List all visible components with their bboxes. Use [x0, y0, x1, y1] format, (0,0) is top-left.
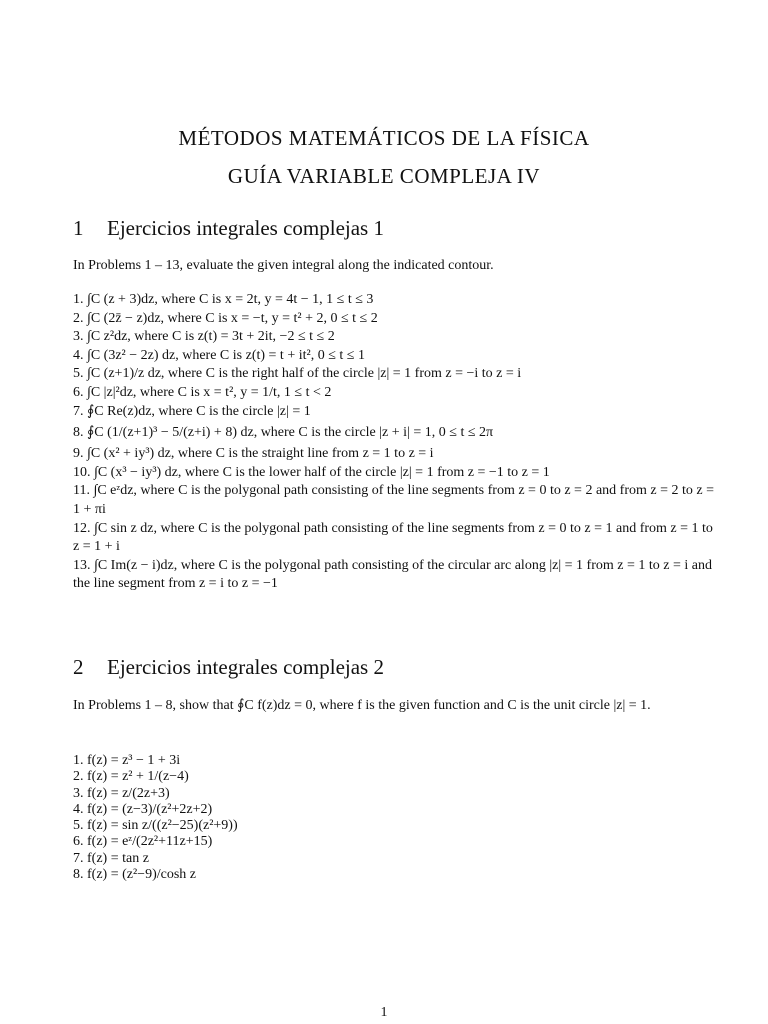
- section-title: Ejercicios integrales complejas 2: [107, 655, 384, 679]
- problem-item: 8. f(z) = (z²−9)/cosh z: [73, 867, 196, 883]
- problem-item: 3. ∫C z²dz, where C is z(t) = 3t + 2it, −2 ≤ t ≤ 2: [73, 329, 335, 345]
- problem-item: 8. ∮C (1/(z+1)³ − 5/(z+i) + 8) dz, where C is the circle |z + i| = 1, 0 ≤ t ≤ 2π: [73, 425, 494, 441]
- problem-list: [73, 753, 718, 883]
- problem-item: 6. f(z) = eᶻ/(2z²+11z+15): [73, 834, 213, 850]
- problem-item: 3. f(z) = z/(2z+3): [73, 785, 170, 801]
- problem-item: 5. f(z) = sin z/((z²−25)(z²+9)): [73, 818, 238, 834]
- problem-item: 4. ∫C (3z² − 2z) dz, where C is z(t) = t + it², 0 ≤ t ≤ 1: [73, 347, 365, 363]
- section-number: 2: [73, 655, 84, 679]
- problem-item: 10. ∫C (x³ − iy³) dz, where C is the lower half of the circle |z| = 1 from z = −1 to z = 1: [73, 464, 550, 480]
- section-number: 1: [73, 216, 84, 240]
- problem-item: 2. ∫C (2z̄ − z)dz, where C is x = −t, y = t² + 2, 0 ≤ t ≤ 2: [73, 310, 378, 326]
- page-number: 1: [380, 1005, 388, 1020]
- section-heading: [73, 655, 384, 680]
- problem-item: 13. ∫C Im(z − i)dz, where C is the polygonal path consisting of the circular arc along |z| = 1 from z = 1 to z = i and the line segment from z = i to z = −1: [73, 557, 716, 592]
- problem-item: 12. ∫C sin z dz, where C is the polygonal path consisting of the line segments from z = 0 to z = 1 and from z = 1 to z = 1 + i: [73, 520, 717, 555]
- problem-item: 4. f(z) = (z−3)/(z²+2z+2): [73, 801, 213, 817]
- section-intro: In Problems 1 – 8, show that ∮C f(z)dz = 0, where f is the given function and C is the unit circle |z| = 1.: [73, 698, 651, 713]
- problem-item: 5. ∫C (z+1)/z dz, where C is the right half of the circle |z| = 1 from z = −i to z = i: [73, 366, 522, 382]
- document-title: MÉTODOS MATEMÁTICOS DE LA FÍSICA: [178, 126, 590, 150]
- problem-list: [73, 291, 718, 594]
- problem-item: 1. f(z) = z³ − 1 + 3i: [73, 753, 181, 768]
- problem-item: 7. f(z) = tan z: [73, 850, 149, 866]
- problem-item: 9. ∫C (x² + iy³) dz, where C is the straight line from z = 1 to z = i: [73, 446, 434, 462]
- problem-item: 1. ∫C (z + 3)dz, where C is x = 2t, y = 4t − 1, 1 ≤ t ≤ 3: [73, 292, 374, 307]
- section-title: Ejercicios integrales complejas 1: [107, 216, 384, 240]
- problem-item: 6. ∫C |z|²dz, where C is x = t², y = 1/t, 1 ≤ t < 2: [73, 384, 332, 400]
- section-heading: [73, 216, 384, 241]
- section-intro: In Problems 1 – 13, evaluate the given integral along the indicated contour.: [73, 258, 494, 273]
- problem-item: 2. f(z) = z² + 1/(z−4): [73, 769, 189, 785]
- document-subtitle: GUÍA VARIABLE COMPLEJA IV: [227, 164, 541, 188]
- problem-item: 7. ∮C Re(z)dz, where C is the circle |z| = 1: [73, 403, 311, 419]
- problem-item: 11. ∫C eᶻdz, where C is the polygonal path consisting of the line segments from z = 0 to z = 2 and from z = 2 to z = 1 + πi: [73, 483, 718, 517]
